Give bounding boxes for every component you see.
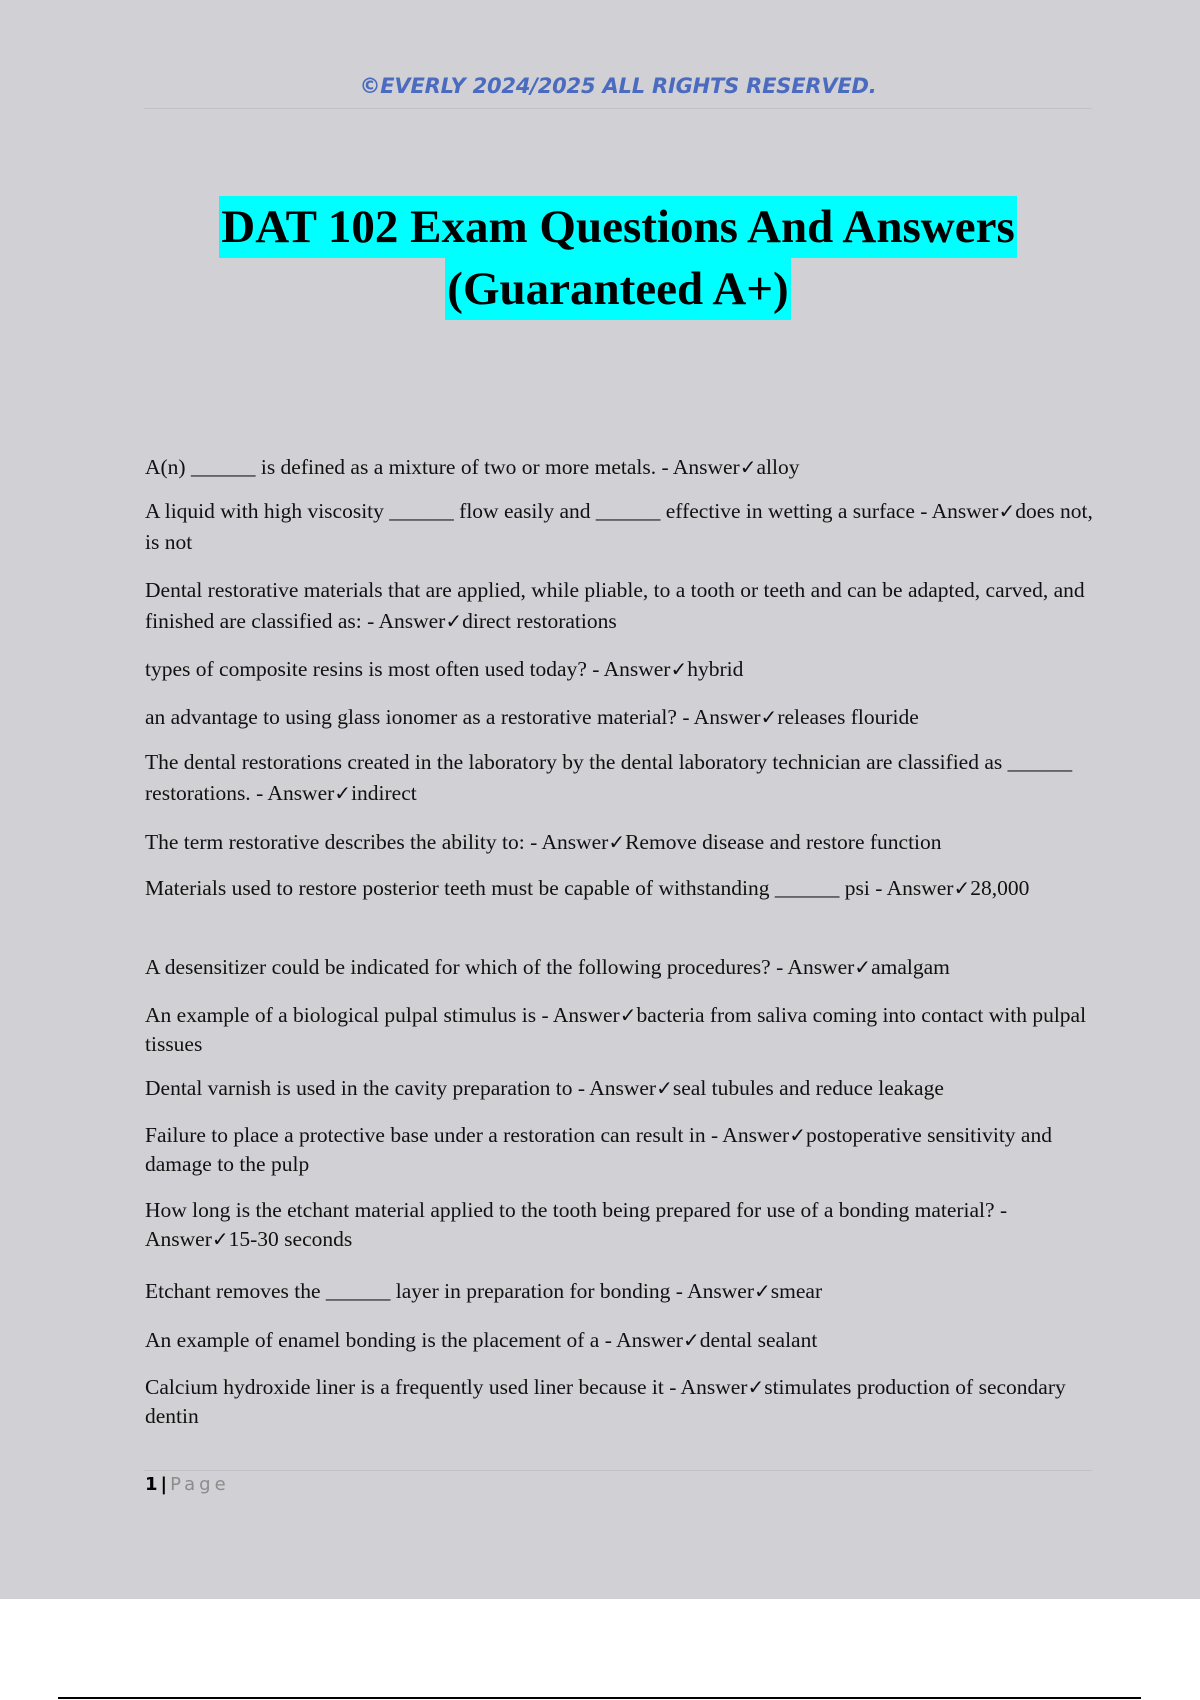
checkmark-icon: ✓ xyxy=(854,955,872,979)
answer-prefix: - Answer xyxy=(663,1375,748,1399)
question-text: A(n) ______ is defined as a mixture of two or more metals. xyxy=(145,455,657,479)
question-text: Materials used to restore posterior teeth must be capable of withstanding ______ psi xyxy=(145,876,870,900)
answer-text: 15-30 seconds xyxy=(228,1226,353,1251)
question-text: A liquid with high viscosity ______ flow easily and ______ effective in wetting a surface xyxy=(145,499,915,523)
answer-text: hybrid xyxy=(687,657,744,681)
footer-divider xyxy=(144,1470,1092,1471)
checkmark-icon: ✓ xyxy=(754,1279,771,1303)
qa-item xyxy=(145,702,1095,733)
qa-item xyxy=(145,575,1095,637)
answer-text: Remove disease and restore function xyxy=(625,830,942,854)
answer-prefix: - Answer xyxy=(869,876,954,900)
answer-prefix: - Answer xyxy=(676,705,761,729)
answer-prefix: - Answer xyxy=(599,1328,683,1352)
question-text: Calcium hydroxide liner is a frequently used liner because it xyxy=(145,1375,664,1399)
answer-prefix: - Answer xyxy=(361,609,446,633)
answer-text: indirect xyxy=(351,781,417,805)
checkmark-icon: ✓ xyxy=(608,830,626,854)
question-text: A desensitizer could be indicated for which of the following procedures? xyxy=(145,955,771,979)
answer-text: smear xyxy=(770,1279,823,1303)
answer-text: stimulates production of secondary dentin xyxy=(145,1375,1066,1428)
qa-item xyxy=(145,747,1095,809)
question-text: Etchant removes the ______ layer in preparation for bonding xyxy=(145,1279,671,1303)
answer-text: amalgam xyxy=(871,955,950,979)
answer-text: seal tubules and reduce leakage xyxy=(672,1076,944,1100)
bottom-rule xyxy=(58,1697,1141,1699)
answer-text: does not, is not xyxy=(145,499,1093,554)
answer-prefix: - Answer xyxy=(250,781,335,805)
qa-item xyxy=(145,1196,1095,1253)
question-text: an advantage to using glass ionomer as a restorative material? xyxy=(145,705,677,729)
checkmark-icon: ✓ xyxy=(682,1328,700,1352)
answer-prefix: - Answer xyxy=(145,1198,1008,1251)
answer-prefix: - Answer xyxy=(586,657,671,681)
checkmark-icon: ✓ xyxy=(998,499,1016,523)
question-text: The dental restorations created in the laboratory by the dental laboratory technician are classified as ______ restorations. xyxy=(145,750,1073,805)
answer-prefix: - Answer xyxy=(536,1003,620,1027)
answer-prefix: - Answer xyxy=(914,499,999,523)
question-text: The term restorative describes the ability to: xyxy=(145,830,525,854)
qa-item xyxy=(145,452,1095,483)
checkmark-icon: ✓ xyxy=(739,455,757,479)
answer-text: dental sealant xyxy=(699,1328,818,1352)
footer-separator: | xyxy=(160,1474,168,1495)
answer-text: bacteria from saliva coming into contact with pulpal tissues xyxy=(145,1003,1087,1056)
question-text: types of composite resins is most often used today? xyxy=(145,657,587,681)
qa-item xyxy=(145,1001,1095,1058)
qa-item xyxy=(145,827,1095,858)
checkmark-icon: ✓ xyxy=(211,1226,229,1251)
question-text: Dental varnish is used in the cavity preparation to xyxy=(145,1076,573,1100)
checkmark-icon: ✓ xyxy=(760,705,778,729)
answer-text: releases flouride xyxy=(777,705,919,729)
qa-item xyxy=(145,496,1095,558)
answer-prefix: - Answer xyxy=(524,830,609,854)
title-line-2: (Guaranteed A+) xyxy=(445,258,790,320)
checkmark-icon: ✓ xyxy=(953,876,971,900)
answer-text: postoperative sensitivity and damage to the pulp xyxy=(145,1123,1052,1176)
answer-text: 28,000 xyxy=(970,876,1030,900)
answer-prefix: - Answer xyxy=(572,1076,657,1100)
question-text: Failure to place a protective base under a restoration can result in xyxy=(145,1123,706,1147)
qa-item xyxy=(145,654,1095,685)
answer-text: direct restorations xyxy=(462,609,617,633)
question-text: An example of enamel bonding is the placement of a xyxy=(145,1328,600,1352)
question-text: An example of a biological pulpal stimulus is xyxy=(145,1003,537,1027)
answer-prefix: - Answer xyxy=(670,1279,755,1303)
document-title xyxy=(100,196,1136,320)
qa-item xyxy=(145,1325,1095,1356)
title-line-1: DAT 102 Exam Questions And Answers xyxy=(219,196,1017,258)
copyright-header: ©EVERLY 2024/2025 ALL RIGHTS RESERVED. xyxy=(359,74,877,98)
qa-item xyxy=(145,1276,1095,1307)
qa-item xyxy=(145,1121,1095,1178)
question-text: Dental restorative materials that are applied, while pliable, to a tooth or teeth and can be adapted, carved, and finished are classified as: xyxy=(145,578,1085,633)
answer-prefix: - Answer xyxy=(770,955,855,979)
answer-prefix: - Answer xyxy=(705,1123,790,1147)
qa-item xyxy=(145,1073,1095,1104)
page-label: Page xyxy=(170,1474,230,1495)
answer-prefix: - Answer xyxy=(656,455,740,479)
checkmark-icon: ✓ xyxy=(619,1003,637,1027)
checkmark-icon: ✓ xyxy=(334,781,352,805)
checkmark-icon: ✓ xyxy=(670,657,688,681)
page-number: 1 xyxy=(145,1474,158,1495)
checkmark-icon: ✓ xyxy=(747,1375,765,1399)
qa-item xyxy=(145,873,1095,904)
checkmark-icon: ✓ xyxy=(656,1076,673,1100)
checkmark-icon: ✓ xyxy=(445,609,463,633)
answer-text: alloy xyxy=(756,455,800,479)
page-footer xyxy=(145,1474,230,1495)
qa-item xyxy=(145,952,1095,983)
checkmark-icon: ✓ xyxy=(789,1123,806,1147)
header-divider xyxy=(144,108,1092,109)
qa-item xyxy=(145,1373,1095,1430)
question-text: How long is the etchant material applied to the tooth being prepared for use of a bonding material? xyxy=(145,1198,995,1222)
